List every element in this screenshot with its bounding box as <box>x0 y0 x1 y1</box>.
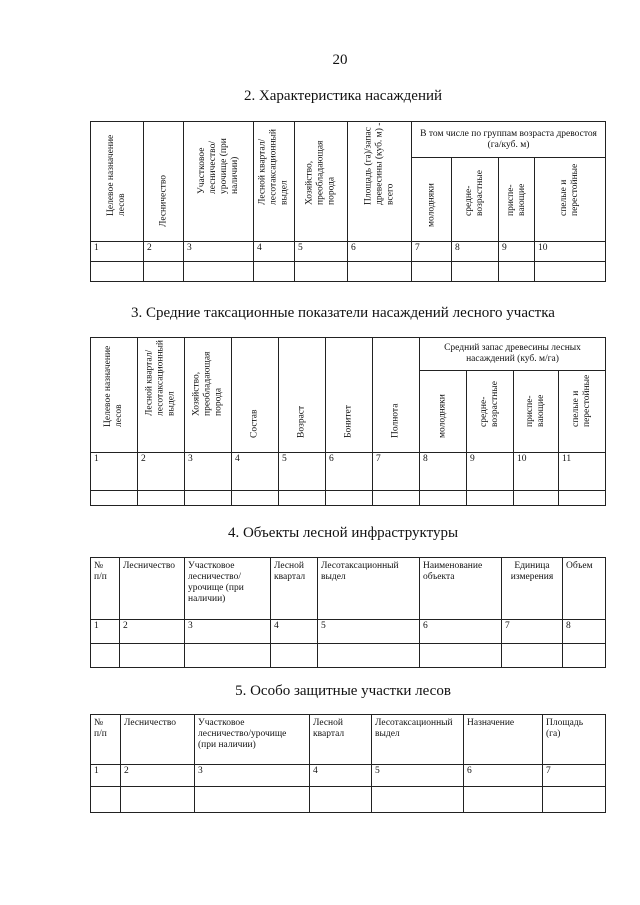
s2-empty-cell[interactable] <box>452 262 499 282</box>
s3-num: 8 <box>420 453 467 491</box>
s3-num: 10 <box>514 453 559 491</box>
s5-empty-cell[interactable] <box>121 787 195 813</box>
s2-num: 5 <box>295 242 348 262</box>
s3-col-composition: Состав <box>232 338 279 453</box>
s3-empty-cell[interactable] <box>467 491 514 506</box>
s4-empty-cell[interactable] <box>91 644 120 668</box>
s2-num: 6 <box>348 242 412 262</box>
s3-empty-cell[interactable] <box>420 491 467 506</box>
s5-col-quarter: Лесной квартал <box>310 715 372 765</box>
s5-col-purpose: Назначение <box>464 715 543 765</box>
s2-empty-cell[interactable] <box>348 262 412 282</box>
s2-num: 9 <box>499 242 535 262</box>
s5-num: 6 <box>464 765 543 787</box>
s3-num: 1 <box>91 453 138 491</box>
s5-empty-cell[interactable] <box>464 787 543 813</box>
s2-num: 10 <box>535 242 606 262</box>
s4-num: 2 <box>120 620 185 644</box>
s3-empty-cell[interactable] <box>91 491 138 506</box>
s4-col-quarter: Лесной квартал <box>271 558 318 620</box>
s4-empty-cell[interactable] <box>420 644 502 668</box>
s4-col-plot: Лесотаксационный выдел <box>318 558 420 620</box>
s2-num: 3 <box>184 242 254 262</box>
s3-col-age: Возраст <box>279 338 326 453</box>
s5-col-area: Площадь (га) <box>543 715 606 765</box>
s2-col-area: Площадь (га)/запас древесины (куб. м) - всего <box>348 122 412 242</box>
section-4-title: 4. Объекты лесной инфраструктуры <box>227 525 459 541</box>
s3-num: 6 <box>326 453 373 491</box>
section-5-table <box>90 714 606 813</box>
s2-sub-maturing: приспе- вающие <box>499 158 535 242</box>
s3-empty-cell[interactable] <box>185 491 232 506</box>
s4-col-forestry: Лесничество <box>120 558 185 620</box>
s5-col-district: Участковое лесничество/урочище (при наличии) <box>195 715 310 765</box>
s2-num: 2 <box>144 242 184 262</box>
s4-col-unit: Единица измерения <box>502 558 563 620</box>
s3-sub-young: молодняки <box>420 371 467 453</box>
s3-num: 9 <box>467 453 514 491</box>
s2-col-forestry: Лесничество <box>144 122 184 242</box>
s3-col-bonitet: Бонитет <box>326 338 373 453</box>
s3-col-species: Хозяйство, преобладающая порода <box>185 338 232 453</box>
s2-num: 1 <box>91 242 144 262</box>
s2-group-header: В том числе по группам возраста древостоя (га/куб. м) <box>412 122 606 158</box>
section-5-title: 5. Особо защитные участки лесов <box>235 683 451 699</box>
s4-col-object-name: Наименование объекта <box>420 558 502 620</box>
s5-col-plot: Лесотаксационный выдел <box>372 715 464 765</box>
s4-num: 7 <box>502 620 563 644</box>
section-2-table <box>90 121 606 282</box>
s3-col-density: Полнота <box>373 338 420 453</box>
s3-empty-cell[interactable] <box>559 491 606 506</box>
s2-num: 7 <box>412 242 452 262</box>
s3-num: 3 <box>185 453 232 491</box>
s5-num: 3 <box>195 765 310 787</box>
s2-empty-cell[interactable] <box>184 262 254 282</box>
s5-col-number: № п/п <box>91 715 121 765</box>
s2-empty-cell[interactable] <box>295 262 348 282</box>
section-3-title: 3. Средние таксационные показатели насаждений лесного участка <box>131 305 555 321</box>
s2-empty-cell[interactable] <box>91 262 144 282</box>
s5-num: 5 <box>372 765 464 787</box>
s4-empty-cell[interactable] <box>502 644 563 668</box>
s3-num: 5 <box>279 453 326 491</box>
s5-empty-cell[interactable] <box>91 787 121 813</box>
s4-empty-cell[interactable] <box>318 644 420 668</box>
s2-empty-cell[interactable] <box>254 262 295 282</box>
s2-empty-cell[interactable] <box>412 262 452 282</box>
s5-empty-cell[interactable] <box>543 787 606 813</box>
s5-empty-cell[interactable] <box>195 787 310 813</box>
s3-num: 11 <box>559 453 606 491</box>
s5-num: 4 <box>310 765 372 787</box>
s2-num: 4 <box>254 242 295 262</box>
s4-empty-cell[interactable] <box>120 644 185 668</box>
s2-col-purpose: Целевое назначение лесов <box>91 122 144 242</box>
s3-group-header: Средний запас древесины лесных насаждений (куб. м/га) <box>420 338 606 371</box>
s5-col-forestry: Лесничество <box>121 715 195 765</box>
page-number: 20 <box>332 52 348 68</box>
s5-num: 2 <box>121 765 195 787</box>
s5-num: 1 <box>91 765 121 787</box>
s3-sub-maturing: приспе- вающие <box>514 371 559 453</box>
s3-empty-cell[interactable] <box>514 491 559 506</box>
s3-col-purpose: Целевое назначение лесов <box>91 338 138 453</box>
s3-empty-cell[interactable] <box>373 491 420 506</box>
s3-empty-cell[interactable] <box>138 491 185 506</box>
section-4-table <box>90 557 606 668</box>
s2-sub-middle: средне- возрастные <box>452 158 499 242</box>
s4-num: 4 <box>271 620 318 644</box>
s4-col-volume: Объем <box>563 558 606 620</box>
s2-col-block: Лесной квартал/ лесотаксационный выдел <box>254 122 295 242</box>
s4-num: 5 <box>318 620 420 644</box>
s2-col-district: Участковое лесничество/ урочище (при наличии) <box>184 122 254 242</box>
s5-num: 7 <box>543 765 606 787</box>
s2-sub-mature: спелые и перестойные <box>535 158 606 242</box>
s3-empty-cell[interactable] <box>279 491 326 506</box>
s2-empty-cell[interactable] <box>499 262 535 282</box>
s3-num: 4 <box>232 453 279 491</box>
s3-empty-cell[interactable] <box>326 491 373 506</box>
s4-empty-cell[interactable] <box>271 644 318 668</box>
section-3-table <box>90 337 606 506</box>
s4-empty-cell[interactable] <box>185 644 271 668</box>
s3-empty-cell[interactable] <box>232 491 279 506</box>
s5-empty-cell[interactable] <box>310 787 372 813</box>
s4-num: 3 <box>185 620 271 644</box>
s2-col-species: Хозяйство, преобладающая порода <box>295 122 348 242</box>
s4-empty-cell[interactable] <box>563 644 606 668</box>
s2-num: 8 <box>452 242 499 262</box>
s4-col-district: Участковое лесничество/ урочище (при наличии) <box>185 558 271 620</box>
s2-empty-cell[interactable] <box>535 262 606 282</box>
s3-num: 2 <box>138 453 185 491</box>
s2-empty-cell[interactable] <box>144 262 184 282</box>
s5-empty-cell[interactable] <box>372 787 464 813</box>
s3-col-block: Лесной квартал/ лесотаксационный выдел <box>138 338 185 453</box>
s4-col-number: № п/п <box>91 558 120 620</box>
s3-sub-mature: спелые и перестойные <box>559 371 606 453</box>
section-2-title: 2. Характеристика насаждений <box>243 88 443 104</box>
s3-sub-middle: средне- возрастные <box>467 371 514 453</box>
s2-sub-young: молодняки <box>412 158 452 242</box>
s4-num: 8 <box>563 620 606 644</box>
s4-num: 6 <box>420 620 502 644</box>
s4-num: 1 <box>91 620 120 644</box>
s3-num: 7 <box>373 453 420 491</box>
